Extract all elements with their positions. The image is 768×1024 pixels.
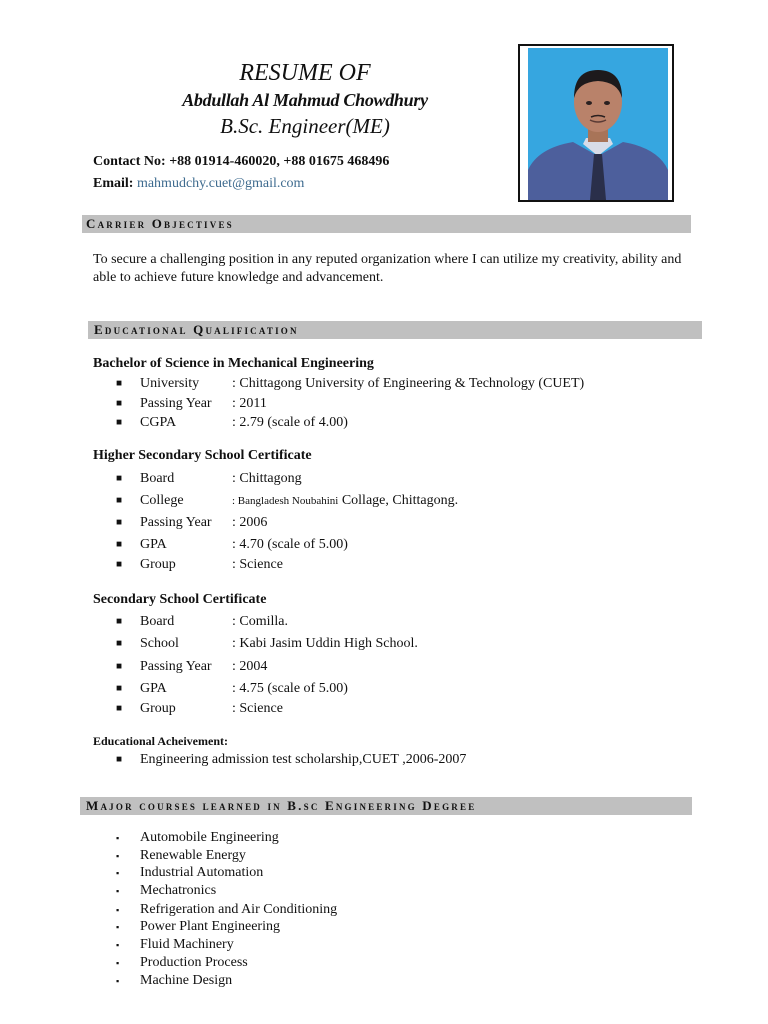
- bullet-icon: ■: [116, 417, 123, 428]
- bullet-icon: ■: [116, 559, 123, 570]
- profile-photo-image: [528, 48, 668, 200]
- row-value: : 2.79 (scale of 4.00): [232, 415, 348, 430]
- row-value: : 4.70 (scale of 5.00): [232, 537, 348, 552]
- row-value-small: : Bangladesh Noubahini: [232, 495, 339, 507]
- bsc-heading: Bachelor of Science in Mechanical Engineering: [93, 356, 374, 371]
- email-label: Email:: [93, 176, 134, 191]
- course-name: Production Process: [140, 955, 248, 970]
- bullet-icon: ▪: [116, 905, 120, 915]
- bullet-icon: ▪: [116, 940, 120, 950]
- section-educational-qualification: Educational Qualification: [88, 321, 702, 339]
- bullet-icon: ■: [116, 754, 123, 765]
- bullet-icon: ■: [116, 517, 123, 528]
- bullet-icon: ■: [116, 378, 123, 389]
- profile-photo: [518, 44, 674, 202]
- row-value: : Science: [232, 557, 283, 572]
- row-key: Passing Year: [140, 659, 212, 674]
- achievement-text: Engineering admission test scholarship,CUET ,2006-2007: [140, 752, 467, 767]
- course-name: Fluid Machinery: [140, 937, 234, 952]
- row-value: : Science: [232, 701, 283, 716]
- bullet-icon: ■: [116, 473, 123, 484]
- row-key: Group: [140, 557, 176, 572]
- row-value: [232, 492, 458, 510]
- bullet-icon: ▪: [116, 868, 120, 878]
- row-key: Passing Year: [140, 396, 212, 411]
- course-name: Automobile Engineering: [140, 830, 279, 845]
- bullet-icon: ▪: [116, 976, 120, 986]
- bullet-icon: ▪: [116, 886, 120, 896]
- row-value: : Comilla.: [232, 614, 288, 629]
- row-key: CGPA: [140, 415, 177, 430]
- row-key: Board: [140, 471, 175, 486]
- bullet-icon: ■: [116, 495, 123, 506]
- row-key: Board: [140, 614, 175, 629]
- row-key: College: [140, 493, 184, 508]
- row-key: GPA: [140, 681, 167, 696]
- row-value: : Chittagong University of Engineering & Technology (CUET): [232, 376, 585, 391]
- row-key: University: [140, 376, 200, 391]
- section-major-courses: Major courses learned in B.sc Engineering Degree: [80, 797, 692, 815]
- applicant-degree: B.Sc. Engineer(ME): [220, 114, 390, 138]
- hsc-heading: Higher Secondary School Certificate: [93, 448, 312, 463]
- bullet-icon: ■: [116, 661, 123, 672]
- bullet-icon: ▪: [116, 851, 120, 861]
- bullet-icon: ■: [116, 539, 123, 550]
- bullet-icon: ▪: [116, 958, 120, 968]
- contact-email: [93, 176, 304, 192]
- course-name: Power Plant Engineering: [140, 919, 280, 934]
- row-key: School: [140, 636, 179, 651]
- row-value: : Chittagong: [232, 471, 302, 486]
- course-name: Industrial Automation: [140, 865, 264, 880]
- row-value-rest: Collage, Chittagong.: [338, 493, 459, 508]
- resume-title: RESUME OF: [239, 60, 371, 86]
- bullet-icon: ■: [116, 616, 123, 627]
- course-name: Mechatronics: [140, 883, 217, 898]
- row-value: : 2004: [232, 659, 268, 674]
- row-value: : 2006: [232, 515, 268, 530]
- row-value: : Kabi Jasim Uddin High School.: [232, 636, 418, 651]
- applicant-name: Abdullah Al Mahmud Chowdhury: [182, 90, 428, 110]
- course-name: Refrigeration and Air Conditioning: [140, 902, 338, 917]
- course-name: Renewable Energy: [140, 848, 246, 863]
- bullet-icon: ■: [116, 683, 123, 694]
- row-key: Passing Year: [140, 515, 212, 530]
- section-carrier-objectives: Carrier Objectives: [82, 215, 691, 233]
- ssc-heading: Secondary School Certificate: [93, 592, 267, 607]
- achievement-heading: Educational Acheivement:: [93, 734, 228, 748]
- objective-text: To secure a challenging position in any reputed organization where I can utilize my creativity, ability and able to achieve future knowledge and advancement.: [93, 252, 682, 285]
- row-key: Group: [140, 701, 176, 716]
- row-key: GPA: [140, 537, 167, 552]
- bullet-icon: ■: [116, 638, 123, 649]
- contact-phone: Contact No: +88 01914-460020, +88 01675 468496: [93, 154, 390, 169]
- bullet-icon: ▪: [116, 833, 120, 843]
- bullet-icon: ■: [116, 398, 123, 409]
- row-value: : 4.75 (scale of 5.00): [232, 681, 348, 696]
- row-value: : 2011: [232, 396, 267, 411]
- bullet-icon: ■: [116, 703, 123, 714]
- email-link[interactable]: mahmudchy.cuet@gmail.com: [136, 176, 305, 191]
- bullet-icon: ▪: [116, 922, 120, 932]
- course-name: Machine Design: [140, 973, 233, 988]
